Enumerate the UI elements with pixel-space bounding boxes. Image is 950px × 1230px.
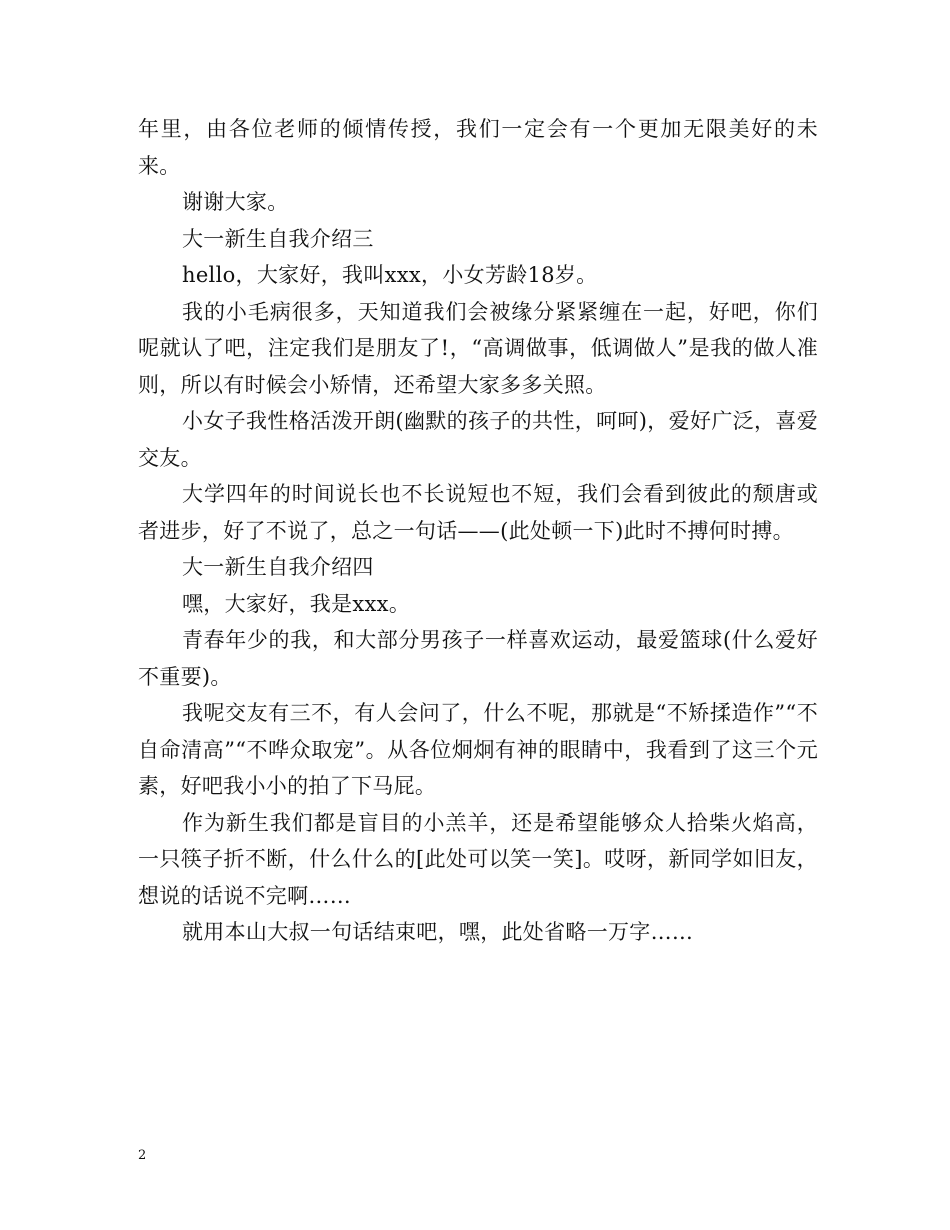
paragraph-body: 作为新生我们都是盲目的小羔羊，还是希望能够众人拾柴火焰高，一只筷子折不断，什么什么的[此处可以笑一笑]。哎呀，新同学如旧友，想说的话说不完啊…… <box>138 810 818 908</box>
paragraph-body: 我的小毛病很多，天知道我们会被缘分紧紧缠在一起，好吧，你们呢就认了吧，注定我们是朋友了!，“高调做事，低调做人”是我的做人准则，所以有时候会小矫情，还希望大家多多关照。 <box>138 299 818 397</box>
paragraph-closing: 就用本山大叔一句话结束吧，嘿，此处省略一万字…… <box>182 920 694 944</box>
paragraph-greeting-three: hello，大家好，我叫xxx，小女芳龄18岁。 <box>182 263 598 287</box>
document-body <box>138 111 818 951</box>
page-number: 2 <box>138 1148 147 1163</box>
paragraph-greeting-four: 嘿，大家好，我是xxx。 <box>182 591 411 616</box>
paragraph-body: 小女子我性格活泼开朗(幽默的孩子的共性，呵呵)，爱好广泛，喜爱交友。 <box>138 409 818 470</box>
paragraph-continuation: 年里，由各位老师的倾情传授，我们一定会有一个更加无限美好的未来。 <box>138 117 818 178</box>
paragraph-body: 我呢交友有三不，有人会问了，什么不呢，那就是“不矫揉造作”“不自命清高”“不哗众取宠”。从各位炯炯有神的眼睛中，我看到了这三个元素，好吧我小小的拍了下马屁。 <box>138 701 818 798</box>
section-heading-four: 大一新生自我介绍四 <box>182 555 374 579</box>
paragraph-thanks: 谢谢大家。 <box>182 190 289 214</box>
paragraph-body: 青春年少的我，和大部分男孩子一样喜欢运动，最爱篮球(什么爱好不重要)。 <box>138 628 818 689</box>
section-heading-three: 大一新生自我介绍三 <box>182 226 374 251</box>
paragraph-body: 大学四年的时间说长也不长说短也不短，我们会看到彼此的颓唐或者进步，好了不说了，总之一句话——(此处顿一下)此时不搏何时搏。 <box>138 482 818 543</box>
